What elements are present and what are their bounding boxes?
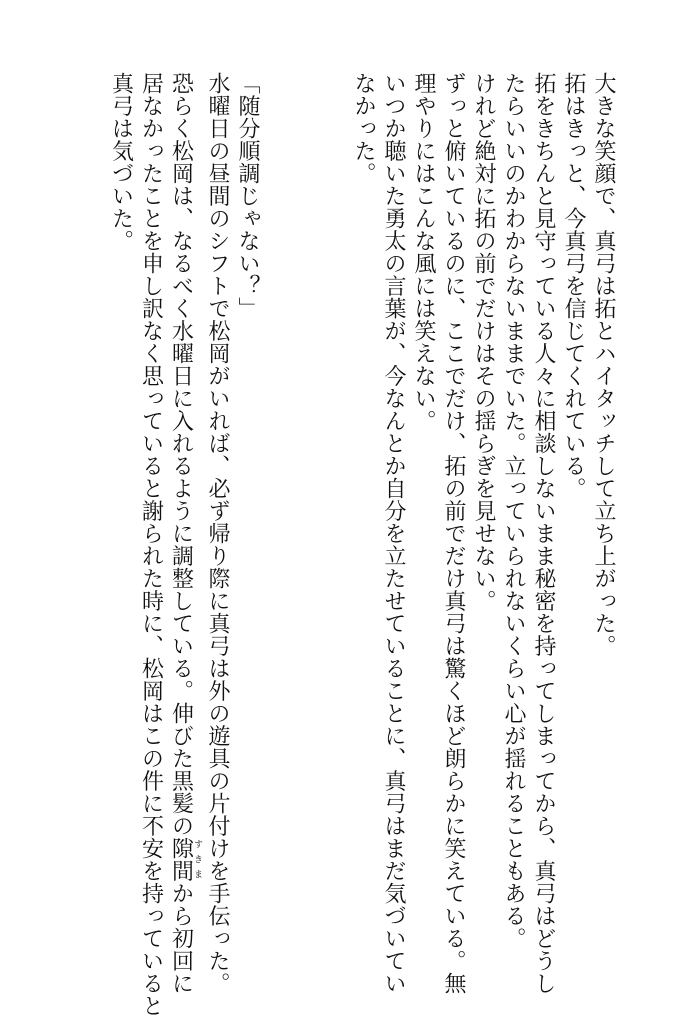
text-column-13: 居なかったことを申し訳なく思っていると謝られた時に、松岡はこの件に不安を持っていると [138,72,164,1017]
vertical-text-block [0,72,618,1017]
text-column-9: なかった。 [351,72,376,185]
text-column-1: 大きな笑顔で、真弓は拓とハイタッチして立ち上がった。 [591,72,616,657]
text-column-2: 拓はきっと、今真弓を信じてくれている。 [561,72,586,500]
text-column-5: けれど絶対に拓の前でだけはその揺らぎを見せない。 [471,72,496,612]
ruby-reading: すきま [192,837,202,882]
text-column-3: 拓をきちんと見守っている人々に相談しないまま秘密を持ってしまってから、真弓はどうし [531,72,556,995]
ruby-annotation: 隙間すきま [168,837,202,882]
text-column-4: たらいいのかわからないままでいた。立っていられないくらい心が揺れることもある。 [501,72,526,950]
text-column-10: 「随分順調じゃない？」 [235,72,260,320]
text-column-8: いつか聴いた勇太の言葉が、今なんとか自分を立たせていることに、真弓はまだ気づいてい [381,72,406,995]
text-column-6: ずっと俯いているのに、ここでだけ、拓の前でだけ真弓は驚くほど朗らかに笑えている。無 [441,72,466,995]
text-column-11: 水曜日の昼間のシフトで松岡がいれば、必ず帰り際に真弓は外の遊具の片付けを手伝った。 [205,72,230,995]
scene-break [262,72,348,952]
text-column-14: 真弓は気づいた。 [108,72,134,252]
text-column-7: 理やりにはこんな風には笑えない。 [411,72,436,432]
text-column-12: 恐らく松岡は、なるべく水曜日に入れるように調整している。伸びた黒髪の隙間すきまから初回に [168,72,202,995]
